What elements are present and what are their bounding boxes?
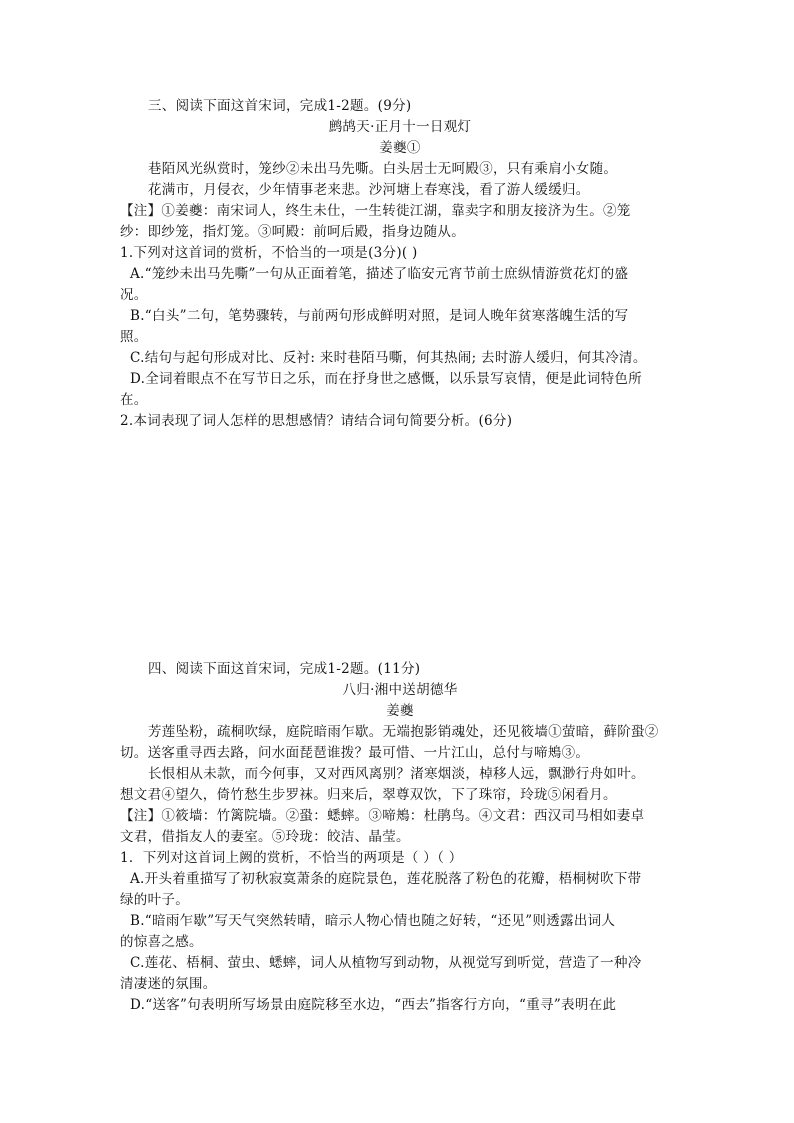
section3-question-2: 2.本词表现了词人怎样的思想感情？请结合词句简要分析。(6分): [120, 413, 513, 429]
section4-note-line: 文君，借指友人的妻室。⑤玲珑：皎洁、晶莹。: [120, 829, 410, 845]
section4-verse-line: 芳莲坠粉，疏桐吹绿，庭院暗雨乍歇。无端抱影销魂处，还见筱墙①萤暗，藓阶蛩②: [148, 724, 659, 740]
section3-verse-line: 巷陌风光纵赏时，笼纱②未出马先嘶。白头居士无呵殿③，只有乘肩小女随。: [148, 161, 618, 177]
section4-option-line: 清凄迷的氛围。: [120, 976, 217, 992]
section4-poem-title: 八归·湘中送胡德华: [342, 682, 458, 698]
section4-option-line: 绿的叶子。: [120, 892, 189, 908]
section3-option-line: B.“白头”二句，笔势骤转，与前两句形成鲜明对照，是词人晚年贫寒落魄生活的写: [130, 308, 629, 324]
section4-question-1: 1．下列对这首词上阙的赏析，不恰当的两项是（ ）（ ）: [120, 850, 463, 866]
section3-poem-title: 鹧鸪天·正月十一日观灯: [328, 119, 472, 135]
section4-option-line: A.开头着重描写了初秋寂寞萧条的庭院景色，莲花脱落了粉色的花瓣，梧桐树吹下带: [130, 871, 642, 887]
section4-note-line: 【注】①筱墙：竹篱院墙。②蛩：蟋蟀。③啼鴂：杜鹃鸟。④文君：西汉司马相如妻卓: [120, 808, 645, 824]
section4-option-line: B.“暗雨乍歇”写天气突然转晴，暗示人物心情也随之好转，“还见”则透露出词人: [130, 913, 616, 929]
section3-option-line: C.结句与起句形成对比、反衬: 来时巷陌马嘶，何其热闹; 去时游人缓归，何其冷清。: [130, 350, 647, 366]
section3-option-line: D.全词着眼点不在写节日之乐，而在抒身世之感慨，以乐景写哀情，便是此词特色所: [130, 371, 643, 387]
section4-option-line: 的惊喜之感。: [120, 934, 203, 950]
section3-option-line: A.“笼纱未出马先嘶”一句从正面着笔，描述了临安元宵节前士庶纵情游赏花灯的盛: [130, 266, 629, 282]
section4-option-line: C.莲花、梧桐、萤虫、蟋蟀，词人从植物写到动物，从视觉写到听觉，营造了一种冷: [130, 955, 642, 971]
section4-author: 姜夔: [386, 703, 414, 719]
section3-option-line: 照。: [120, 329, 148, 345]
section3-option-line: 况。: [120, 287, 148, 303]
section4-option-line: D.“送客”句表明所写场景由庭院移至水边，“西去”指客行方向，“重寻”表明在此: [130, 997, 617, 1013]
section3-verse-line: 花满市，月侵衣，少年情事老来悲。沙河塘上春寒浅，看了游人缓缓归。: [148, 182, 590, 198]
section4-verse-line: 想文君④望久，倚竹愁生步罗袜。归来后，翠尊双饮，下了珠帘，玲珑⑤闲看月。: [120, 787, 617, 803]
section3-author: 姜夔①: [379, 140, 421, 156]
section3-note-line: 纱：即纱笼，指灯笼。③呵殿：前呵后殿，指身边随从。: [120, 224, 465, 240]
section3-note-line: 【注】①姜夔：南宋词人，终生未仕，一生转徙江湖，靠卖字和朋友接济为生。②笼: [120, 203, 631, 219]
section4-verse-line: 长恨相从未款，而今何事，又对西风离别？渚寒烟淡，棹移人远，飘渺行舟如叶。: [148, 766, 645, 782]
section4-heading: 四、阅读下面这首宋词，完成1-2题。(11分): [148, 661, 421, 677]
section3-heading: 三、阅读下面这首宋词，完成1-2题。(9分): [148, 98, 412, 114]
section3-option-line: 在。: [120, 392, 148, 408]
section4-verse-line: 切。送客重寻西去路，问水面琵琶谁拨？最可惜、一片江山，总付与啼鴂③。: [120, 745, 590, 761]
section3-question-1: 1.下列对这首词的赏析，不恰当的一项是(3分)( ): [120, 245, 418, 261]
